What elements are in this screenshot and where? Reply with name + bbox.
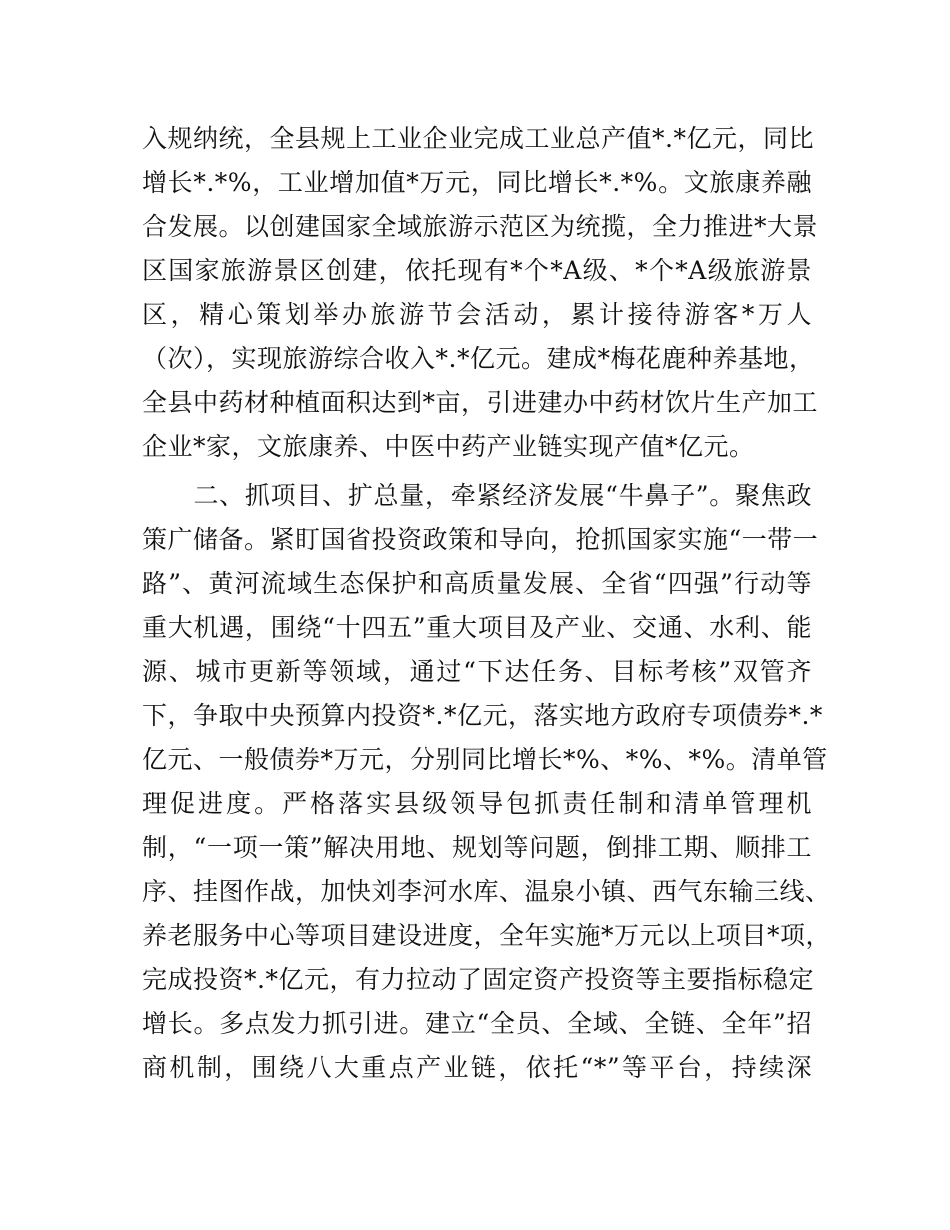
text-line: 区国家旅游景区创建，依托现有*个*A级、*个*A级旅游景: [142, 256, 812, 285]
text-line: 区，精心策划举办旅游节会活动，累计接待游客*万人: [142, 300, 812, 329]
text-line: 完成投资*.*亿元，有力拉动了固定资产投资等主要指标稳定: [142, 965, 814, 994]
text-line: 重大机遇，围绕“十四五”重大项目及产业、交通、水利、能: [142, 613, 812, 642]
text-line: 增长*.*%，工业增加值*万元，同比增长*.*%。文旅康养融: [142, 168, 812, 197]
text-line: 商机制，围绕八大重点产业链，依托“*”等平台，持续深: [142, 1053, 812, 1082]
text-line: 合发展。以创建国家全域旅游示范区为统揽，全力推进*大景: [142, 212, 819, 241]
paragraph-projects-investment: [142, 474, 832, 1090]
text-line: 路”、黄河流域生态保护和高质量发展、全省“四强”行动等: [142, 569, 812, 598]
text-line: 企业*家，文旅康养、中医中药产业链实现产值*亿元。: [142, 432, 755, 461]
text-line: 序、挂图作战，加快刘李河水库、温泉小镇、西气东输三线、: [142, 877, 831, 906]
text-line: （次），实现旅游综合收入*.*亿元。建成*梅花鹿种养基地，: [142, 344, 815, 373]
text-line: 增长。多点发力抓引进。建立“全员、全域、全链、全年”招: [142, 1009, 812, 1038]
text-line: 亿元、一般债券*万元，分别同比增长*%、*%、*%。清单管: [142, 745, 828, 774]
text-line: 源、城市更新等领域，通过“下达任务、目标考核”双管齐: [142, 657, 812, 686]
text-line: 制，“一项一策”解决用地、规划等问题，倒排工期、顺排工: [142, 833, 812, 862]
text-line: 下，争取中央预算内投资*.*亿元，落实地方政府专项债券*.*: [142, 701, 823, 730]
text-line: 二、抓项目、扩总量，牵紧经济发展“牛鼻子”。聚焦政: [142, 481, 812, 510]
text-line: 策广储备。紧盯国省投资政策和导向，抢抓国家实施“一带一: [142, 525, 819, 554]
text-line: 入规纳统，全县规上工业企业完成工业总产值*.*亿元，同比: [142, 124, 814, 153]
text-line: 理促进度。严格落实县级领导包抓责任制和清单管理机: [142, 789, 812, 818]
text-line: 全县中药材种植面积达到*亩，引进建办中药材饮片生产加工: [142, 388, 819, 417]
text-line: 养老服务中心等项目建设进度，全年实施*万元以上项目*项，: [142, 921, 832, 950]
paragraph-industry-tourism: [142, 117, 819, 469]
